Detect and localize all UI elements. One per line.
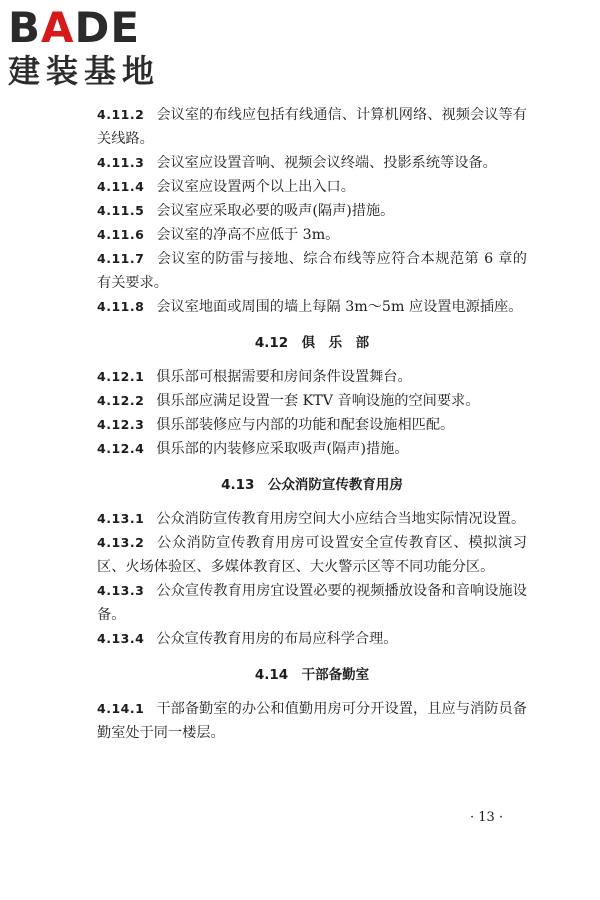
clause-4-13-2 bbox=[97, 531, 527, 579]
clause-4-11-5 bbox=[97, 199, 527, 223]
clause-number: 4.12.3 bbox=[97, 417, 145, 432]
clause-number: 4.11.7 bbox=[97, 251, 145, 266]
bade-logo bbox=[8, 3, 178, 90]
clause-4-12-2 bbox=[97, 389, 527, 413]
clause-4-11-2 bbox=[97, 103, 527, 151]
logo-subtitle: 建装基地 bbox=[8, 52, 161, 90]
section-4-11 bbox=[97, 103, 527, 319]
clause-4-14-1 bbox=[97, 697, 527, 745]
clause-number: 4.12.4 bbox=[97, 441, 145, 456]
clause-number: 4.11.6 bbox=[97, 227, 145, 242]
clause-text: 俱乐部可根据需要和房间条件设置舞台。 bbox=[156, 369, 412, 385]
section-heading: 4.14 干部备勤室 bbox=[254, 667, 370, 683]
clause-text: 会议室的防雷与接地、综合布线等应符合本规范第 6 章的有关要求。 bbox=[97, 251, 527, 291]
clause-text: 俱乐部装修应与内部的功能和配套设施相匹配。 bbox=[156, 417, 455, 433]
clause-number: 4.13.1 bbox=[97, 511, 145, 526]
clause-text: 会议室应设置两个以上出入口。 bbox=[156, 179, 355, 195]
logo-wordmark bbox=[8, 3, 178, 52]
clause-text: 会议室的布线应包括有线通信、计算机网络、视频会议等有关线路。 bbox=[97, 107, 527, 147]
clause-number: 4.13.3 bbox=[97, 583, 145, 598]
clause-number: 4.11.3 bbox=[97, 155, 145, 170]
clause-text: 会议室的净高不应低于 3m。 bbox=[156, 227, 340, 243]
clause-text: 干部备勤室的办公和值勤用房可分开设置，且应与消防员备勤室处于同一楼层。 bbox=[97, 701, 527, 741]
clause-number: 4.11.8 bbox=[97, 299, 145, 314]
clause-number: 4.11.5 bbox=[97, 203, 145, 218]
clause-number: 4.11.2 bbox=[97, 107, 145, 122]
logo-letter-a-accent: A bbox=[41, 3, 75, 52]
clause-text: 公众消防宣传教育用房可设置安全宣传教育区、模拟演习区、火场体验区、多媒体教育区、大火警示区等不同功能分区。 bbox=[97, 535, 527, 575]
logo-letters-de: DE bbox=[74, 3, 141, 52]
clause-number: 4.12.1 bbox=[97, 369, 145, 384]
clause-text: 俱乐部的内装修应采取吸声(隔声)措施。 bbox=[156, 441, 409, 457]
section-4-14 bbox=[97, 663, 527, 745]
clause-4-11-6 bbox=[97, 223, 527, 247]
clause-4-13-3 bbox=[97, 579, 527, 627]
logo-letter-b: B bbox=[8, 3, 42, 52]
clause-number: 4.14.1 bbox=[97, 701, 145, 716]
section-heading: 4.12 俱 乐 部 bbox=[254, 335, 370, 351]
document-body bbox=[97, 103, 527, 745]
clause-text: 公众消防宣传教育用房空间大小应结合当地实际情况设置。 bbox=[156, 511, 526, 527]
clause-text: 公众宣传教育用房宜设置必要的视频播放设备和音响设施设备。 bbox=[97, 583, 527, 623]
clause-4-12-1 bbox=[97, 365, 527, 389]
clause-number: 4.13.2 bbox=[97, 535, 145, 550]
clause-number: 4.13.4 bbox=[97, 631, 145, 646]
clause-4-11-3 bbox=[97, 151, 527, 175]
clause-4-12-4 bbox=[97, 437, 527, 461]
clause-text: 公众宣传教育用房的布局应科学合理。 bbox=[156, 631, 398, 647]
clause-text: 俱乐部应满足设置一套 KTV 音响设施的空间要求。 bbox=[156, 393, 480, 409]
clause-text: 会议室应采取必要的吸声(隔声)措施。 bbox=[156, 203, 395, 219]
clause-4-13-4 bbox=[97, 627, 527, 651]
clause-4-11-8 bbox=[97, 295, 527, 319]
clause-number: 4.11.4 bbox=[97, 179, 145, 194]
clause-4-13-1 bbox=[97, 507, 527, 531]
clause-4-11-7 bbox=[97, 247, 527, 295]
section-4-12 bbox=[97, 331, 527, 461]
clause-4-11-4 bbox=[97, 175, 527, 199]
clause-text: 会议室地面或周围的墙上每隔 3m～5m 应设置电源插座。 bbox=[156, 299, 523, 315]
page-number: · 13 · bbox=[470, 810, 504, 825]
clause-4-12-3 bbox=[97, 413, 527, 437]
clause-number: 4.12.2 bbox=[97, 393, 145, 408]
section-heading: 4.13 公众消防宣传教育用房 bbox=[221, 477, 403, 493]
section-4-13 bbox=[97, 473, 527, 651]
clause-text: 会议室应设置音响、视频会议终端、投影系统等设备。 bbox=[156, 155, 497, 171]
